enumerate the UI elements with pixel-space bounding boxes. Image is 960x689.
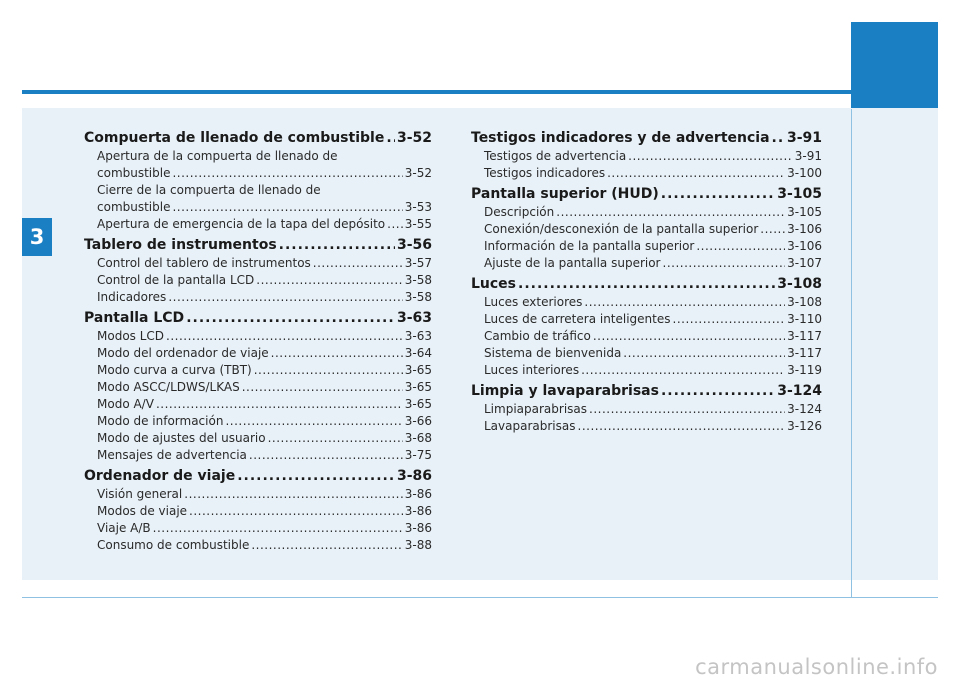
- toc-entry-title: Cambio de tráfico: [484, 329, 591, 343]
- toc-subsection-entry[interactable]: [471, 294, 822, 311]
- chapter-divider: [851, 109, 852, 597]
- toc-entry-title: Modos LCD: [97, 329, 165, 343]
- toc-entry-page: 3-100: [787, 166, 822, 180]
- toc-entry-page: 3-105: [777, 186, 822, 202]
- header-rule: [22, 90, 938, 94]
- dot-leader: [153, 520, 403, 537]
- toc-subsection-entry[interactable]: [471, 148, 822, 165]
- toc-subsection-entry[interactable]: [84, 537, 432, 554]
- toc-entry-title: Compuerta de llenado de combustible: [84, 130, 385, 146]
- toc-entry-text[interactable]: Cierre de la compuerta de llenado de: [97, 183, 321, 197]
- toc-entry-title: Viaje A/B: [97, 521, 151, 535]
- dot-leader: [661, 381, 775, 401]
- dot-leader: [251, 537, 402, 554]
- dot-leader: [696, 238, 785, 255]
- dot-leader: [772, 128, 785, 148]
- toc-section-entry[interactable]: [84, 128, 432, 148]
- toc-entry-page: 3-86: [404, 521, 432, 535]
- dot-leader: [156, 396, 403, 413]
- toc-subsection-entry[interactable]: [84, 328, 432, 345]
- toc-entry-title: Limpia y lavaparabrisas: [471, 383, 659, 399]
- toc-entry-title: Modo de información: [97, 414, 224, 428]
- toc-entry-page: 3-55: [404, 217, 432, 231]
- toc-subsection-entry[interactable]: [471, 204, 822, 221]
- toc-section-entry[interactable]: [471, 128, 822, 148]
- dot-leader: [186, 308, 395, 328]
- dot-leader: [168, 289, 402, 306]
- toc-entry-page: 3-86: [404, 504, 432, 518]
- toc-entry-title: combustible: [97, 200, 171, 214]
- toc-entry-page: 3-68: [404, 431, 432, 445]
- toc-entry-page: 3-52: [404, 166, 432, 180]
- toc-entry-page: 3-58: [404, 290, 432, 304]
- dot-leader: [172, 199, 402, 216]
- toc-entry-title: Testigos indicadores: [484, 166, 606, 180]
- toc-entry-page: 3-75: [404, 448, 432, 462]
- toc-entry-title: Control de la pantalla LCD: [97, 273, 255, 287]
- footer-rule: [22, 597, 938, 598]
- toc-right-column: [471, 126, 822, 435]
- toc-entry-title: Modo de ajustes del usuario: [97, 431, 266, 445]
- toc-entry-title: Control del tablero de instrumentos: [97, 256, 311, 270]
- toc-entry-title: Sistema de bienvenida: [484, 346, 622, 360]
- toc-subsection-entry[interactable]: [84, 396, 432, 413]
- toc-entry-title: Testigos de advertencia: [484, 149, 627, 163]
- toc-entry-page: 3-65: [404, 363, 432, 377]
- toc-subsection-entry[interactable]: [84, 165, 432, 182]
- toc-subsection-entry[interactable]: [471, 345, 822, 362]
- toc-entry-text[interactable]: Apertura de la compuerta de llenado de: [97, 149, 338, 163]
- dot-leader: [628, 148, 793, 165]
- toc-subsection-entry[interactable]: [84, 272, 432, 289]
- dot-leader: [242, 379, 403, 396]
- toc-section-entry[interactable]: [84, 235, 432, 255]
- toc-subsection-entry[interactable]: [471, 221, 822, 238]
- dot-leader: [172, 165, 402, 182]
- dot-leader: [254, 362, 403, 379]
- dot-leader: [387, 216, 403, 233]
- dot-leader: [249, 447, 403, 464]
- dot-leader: [760, 221, 785, 238]
- dot-leader: [593, 328, 785, 345]
- dot-leader: [184, 486, 403, 503]
- toc-entry-page: 3-117: [787, 329, 822, 343]
- toc-entry-page: 3-108: [787, 295, 822, 309]
- toc-entry-title: Información de la pantalla superior: [484, 239, 695, 253]
- toc-entry-title: Consumo de combustible: [97, 538, 250, 552]
- toc-subsection-entry[interactable]: [84, 199, 432, 216]
- dot-leader: [581, 362, 785, 379]
- toc-entry-page: 3-105: [787, 205, 822, 219]
- toc-entry-page: 3-86: [404, 487, 432, 501]
- toc-section-entry[interactable]: [471, 184, 822, 204]
- toc-subsection-entry[interactable]: [84, 289, 432, 306]
- toc-subsection-entry[interactable]: [84, 503, 432, 520]
- toc-subsection-entry[interactable]: [84, 255, 432, 272]
- chapter-tab: [851, 22, 938, 109]
- dot-leader: [589, 401, 785, 418]
- chapter-number-badge: 3: [22, 218, 52, 256]
- toc-subsection-entry[interactable]: [471, 362, 822, 379]
- toc-entry-page: 3-91: [786, 130, 822, 146]
- toc-section-entry[interactable]: [84, 466, 432, 486]
- toc-entry-title: Modos de viaje: [97, 504, 188, 518]
- toc-entry-page: 3-124: [787, 402, 822, 416]
- toc-subsection-entry[interactable]: [84, 216, 432, 233]
- toc-entry-page: 3-86: [396, 468, 432, 484]
- dot-leader: [386, 128, 395, 148]
- toc-entry-title: Ordenador de viaje: [84, 468, 236, 484]
- toc-entry-title: Modo A/V: [97, 397, 154, 411]
- toc-subsection-entry[interactable]: [84, 413, 432, 430]
- toc-entry-page: 3-56: [396, 237, 432, 253]
- toc-subsection-entry[interactable]: [471, 401, 822, 418]
- toc-section-entry[interactable]: [471, 381, 822, 401]
- toc-subsection-entry[interactable]: [84, 486, 432, 503]
- toc-entry-title: Modo del ordenador de viaje: [97, 346, 269, 360]
- dot-leader: [166, 328, 403, 345]
- dot-leader: [661, 184, 775, 204]
- toc-entry-title: Modo curva a curva (TBT): [97, 363, 252, 377]
- toc-section-entry[interactable]: [471, 274, 822, 294]
- toc-entry-title: Luces: [471, 276, 517, 292]
- toc-entry-title: Luces interiores: [484, 363, 580, 377]
- toc-entry-page: 3-65: [404, 397, 432, 411]
- toc-entry-page: 3-117: [787, 346, 822, 360]
- toc-entry-title: Luces exteriores: [484, 295, 583, 309]
- toc-entry-page: 3-63: [396, 310, 432, 326]
- toc-entry-page: 3-119: [787, 363, 822, 377]
- dot-leader: [225, 413, 402, 430]
- toc-entry-page: 3-58: [404, 273, 432, 287]
- toc-entry-page: 3-110: [787, 312, 822, 326]
- toc-entry-page: 3-124: [777, 383, 822, 399]
- toc-entry-title: Modo ASCC/LDWS/LKAS: [97, 380, 240, 394]
- toc-entry-title: Tablero de instrumentos: [84, 237, 277, 253]
- toc-entry-page: 3-106: [787, 222, 822, 236]
- dot-leader: [584, 294, 785, 311]
- toc-entry-title: Luces de carretera inteligentes: [484, 312, 671, 326]
- dot-leader: [271, 345, 403, 362]
- toc-subsection-entry[interactable]: [84, 430, 432, 447]
- toc-entry-page: 3-65: [404, 380, 432, 394]
- dot-leader: [189, 503, 403, 520]
- toc-entry-title: Testigos indicadores y de advertencia: [471, 130, 770, 146]
- toc-entry-page: 3-126: [787, 419, 822, 433]
- toc-subsection-entry[interactable]: [471, 165, 822, 182]
- toc-subsection-entry[interactable]: [84, 379, 432, 396]
- toc-entry-page: 3-57: [404, 256, 432, 270]
- toc-subsection-entry[interactable]: [471, 418, 822, 435]
- toc-entry-page: 3-88: [404, 538, 432, 552]
- toc-left-column: [84, 126, 432, 554]
- dot-leader: [607, 165, 785, 182]
- toc-subsection-entry[interactable]: [84, 345, 432, 362]
- watermark: carmanualsonline.info: [695, 655, 938, 679]
- toc-subsection-entry[interactable]: [84, 520, 432, 537]
- toc-entry-title: Conexión/desconexión de la pantalla superior: [484, 222, 759, 236]
- dot-leader: [237, 466, 395, 486]
- toc-subsection-entry[interactable]: [471, 311, 822, 328]
- toc-entry-title: Descripción: [484, 205, 555, 219]
- toc-entry-page: 3-52: [396, 130, 432, 146]
- toc-entry-title: Visión general: [97, 487, 183, 501]
- dot-leader: [256, 272, 402, 289]
- toc-subsection-entry[interactable]: [471, 238, 822, 255]
- dot-leader: [313, 255, 403, 272]
- toc-subsection-entry[interactable]: [471, 255, 822, 272]
- toc-section-entry[interactable]: [84, 308, 432, 328]
- dot-leader: [556, 204, 785, 221]
- toc-entry-title: Ajuste de la pantalla superior: [484, 256, 661, 270]
- toc-subsection-entry[interactable]: [84, 447, 432, 464]
- toc-entry-title: Indicadores: [97, 290, 167, 304]
- toc-entry-page: 3-108: [777, 276, 822, 292]
- toc-entry-title: Limpiaparabrisas: [484, 402, 588, 416]
- toc-entry-page: 3-63: [404, 329, 432, 343]
- toc-entry-page: 3-107: [787, 256, 822, 270]
- toc-entry-title: Pantalla LCD: [84, 310, 185, 326]
- toc-entry-page: 3-66: [404, 414, 432, 428]
- toc-entry-page: 3-91: [794, 149, 822, 163]
- toc-subsection-entry[interactable]: [84, 362, 432, 379]
- toc-entry-title: Mensajes de advertencia: [97, 448, 247, 462]
- toc-entry-title: Pantalla superior (HUD): [471, 186, 659, 202]
- dot-leader: [623, 345, 785, 362]
- toc-entry-title: Apertura de emergencia de la tapa del depósito: [97, 217, 386, 231]
- dot-leader: [518, 274, 775, 294]
- toc-entry-page: 3-64: [404, 346, 432, 360]
- toc-entry-title: combustible: [97, 166, 171, 180]
- toc-entry-page: 3-53: [404, 200, 432, 214]
- dot-leader: [673, 311, 786, 328]
- toc-entry-title: Lavaparabrisas: [484, 419, 576, 433]
- toc-subsection-entry[interactable]: [471, 328, 822, 345]
- dot-leader: [279, 235, 395, 255]
- toc-entry-page: 3-106: [787, 239, 822, 253]
- dot-leader: [663, 255, 786, 272]
- dot-leader: [578, 418, 786, 435]
- dot-leader: [268, 430, 403, 447]
